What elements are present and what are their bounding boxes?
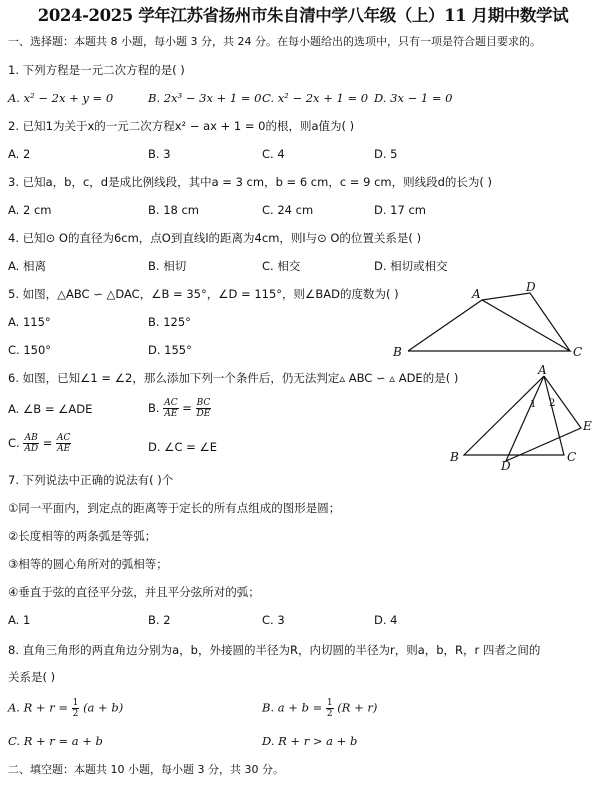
q7-option-d: D. 4: [374, 613, 398, 627]
q1-option-a: A. x² − 2x + y = 0: [8, 91, 114, 105]
q3-option-c: C. 24 cm: [262, 203, 314, 217]
page-title: 2024-2025 学年江苏省扬州市朱自清中学八年级（上）11 月期中数学试: [37, 6, 569, 25]
q6-option-b-fraction-1: $\frac{AC}{AE}$: [164, 398, 178, 419]
section-1-heading: 一、选择题：本题共 8 小题，每小题 3 分，共 24 分。在每小题给出的选项中，只有一项是符合题目要求的。: [8, 35, 541, 48]
q5-option-d: D. 155°: [148, 343, 192, 357]
q8-stem: 8. 直角三角形的两直角边分别为a，b，外接圆的半径为R，内切圆的半径为r，则a，b，R，r 四者之间的: [8, 643, 541, 657]
q3-option-d: D. 17 cm: [374, 203, 426, 217]
q8-stem-line-2: 关系是( ): [8, 670, 56, 684]
q7-option-b: B. 2: [148, 613, 171, 627]
q5-label-a: A: [472, 287, 481, 301]
q8-option-d: D. R + r > a + b: [262, 734, 358, 748]
q7-statement-2: ②长度相等的两条弧是等弧；: [8, 529, 157, 543]
q5-option-a: A. 115°: [8, 315, 51, 329]
q5-label-b: B: [393, 345, 402, 359]
q8-option-c: C. R + r = a + b: [8, 734, 103, 748]
q1-option-d: D. 3x − 1 = 0: [374, 91, 453, 105]
q6-triangle-ade: [506, 376, 581, 461]
q3-option-a: A. 2 cm: [8, 203, 52, 217]
q8-option-a-right: (a + b): [83, 700, 124, 715]
q4-option-c: C. 相交: [262, 259, 301, 273]
q7-stem: 7. 下列说法中正确的说法有( )个: [8, 473, 174, 487]
q7-statement-4: ④垂直于弦的直径平分弦，并且平分弦所对的弧；: [8, 585, 260, 599]
q8-option-b: [262, 698, 377, 719]
q2-stem: 2. 已知1为关于x的一元二次方程x² − ax + 1 = 0的根，则a值为( ): [8, 119, 355, 133]
q8-option-b-half: $\frac{1}{2}$: [326, 698, 333, 719]
q1-stem: 1. 下列方程是一元二次方程的是( ): [8, 63, 185, 77]
q6-angle-1-label: 1: [530, 399, 537, 410]
q5-label-d: D: [526, 280, 536, 294]
q5-figure: [390, 280, 600, 360]
q7-statement-3: ③相等的圆心角所对的弧相等；: [8, 557, 168, 571]
q6-label-c: C: [567, 450, 577, 464]
q2-option-b: B. 3: [148, 147, 171, 161]
q6-option-c-equals: =: [42, 436, 53, 450]
q6-option-b: [148, 398, 211, 419]
q8-option-a-left: A. R + r =: [8, 700, 69, 715]
q5-stem: 5. 如图，△ABC ∽ △DAC，∠B = 35°，∠D = 115°，则∠BAD的度数为( ): [8, 287, 399, 301]
q5-segment-adc: [482, 293, 570, 351]
q1-option-b: B. 2x³ − 3x + 1 = 0: [148, 91, 262, 105]
q6-option-a: A. ∠B = ∠ADE: [8, 402, 93, 416]
q6-angle-2-label: 2: [549, 398, 556, 409]
q5-option-c: C. 150°: [8, 343, 52, 357]
q6-option-b-fraction-2: $\frac{BC}{DE}$: [196, 398, 211, 419]
q1-option-c: C. x² − 2x + 1 = 0: [262, 91, 369, 105]
q6-option-b-equals: =: [182, 401, 192, 415]
q6-label-b: B: [450, 450, 459, 464]
q6-option-c-fraction-1: $\frac{AB}{AD}$: [24, 433, 39, 454]
q6-option-c: [8, 433, 71, 454]
q4-option-d: D. 相切或相交: [374, 259, 448, 273]
q6-label-e: E: [583, 419, 592, 433]
q6-figure: [446, 364, 596, 472]
q7-option-c: C. 3: [262, 613, 285, 627]
section-2-heading: 二、填空题：本题共 10 小题，每小题 3 分，共 30 分。: [8, 763, 284, 776]
q8-option-a: [8, 698, 123, 719]
q6-option-c-fraction-2: $\frac{AC}{AE}$: [57, 433, 71, 454]
q8-option-b-left: B. a + b =: [262, 700, 323, 715]
q4-stem: 4. 已知⊙ O的直径为6cm，点O到直线l的距离为4cm，则l与⊙ O的位置关系是( ): [8, 231, 422, 245]
q6-option-d: D. ∠C = ∠E: [148, 440, 218, 454]
q2-option-a: A. 2: [8, 147, 31, 161]
q6-option-b-label: B.: [148, 401, 160, 415]
q5-label-c: C: [573, 345, 583, 359]
q5-triangle-abc: [408, 300, 570, 351]
q3-option-b: B. 18 cm: [148, 203, 200, 217]
q4-option-b: B. 相切: [148, 259, 187, 273]
q6-label-d: D: [501, 459, 511, 472]
q5-option-b: B. 125°: [148, 315, 191, 329]
q6-stem: 6. 如图，已知∠1 = ∠2，那么添加下列一个条件后，仍无法判定▵ ABC ∽ ▵ ADE的是( ): [8, 371, 459, 385]
q8-option-a-half: $\frac{1}{2}$: [72, 698, 79, 719]
q6-option-c-label: C.: [8, 436, 20, 450]
q8-option-b-right: (R + r): [337, 700, 378, 715]
q2-option-c: C. 4: [262, 147, 285, 161]
q4-option-a: A. 相离: [8, 259, 46, 273]
q3-stem: 3. 已知a，b，c，d是成比例线段，其中a = 3 cm，b = 6 cm，c = 9 cm，则线段d的长为( ): [8, 175, 493, 189]
q7-option-a: A. 1: [8, 613, 31, 627]
q2-option-d: D. 5: [374, 147, 398, 161]
q6-label-a: A: [538, 364, 547, 377]
q7-statement-1: ①同一平面内，到定点的距离等于定长的所有点组成的图形是圆；: [8, 501, 341, 515]
